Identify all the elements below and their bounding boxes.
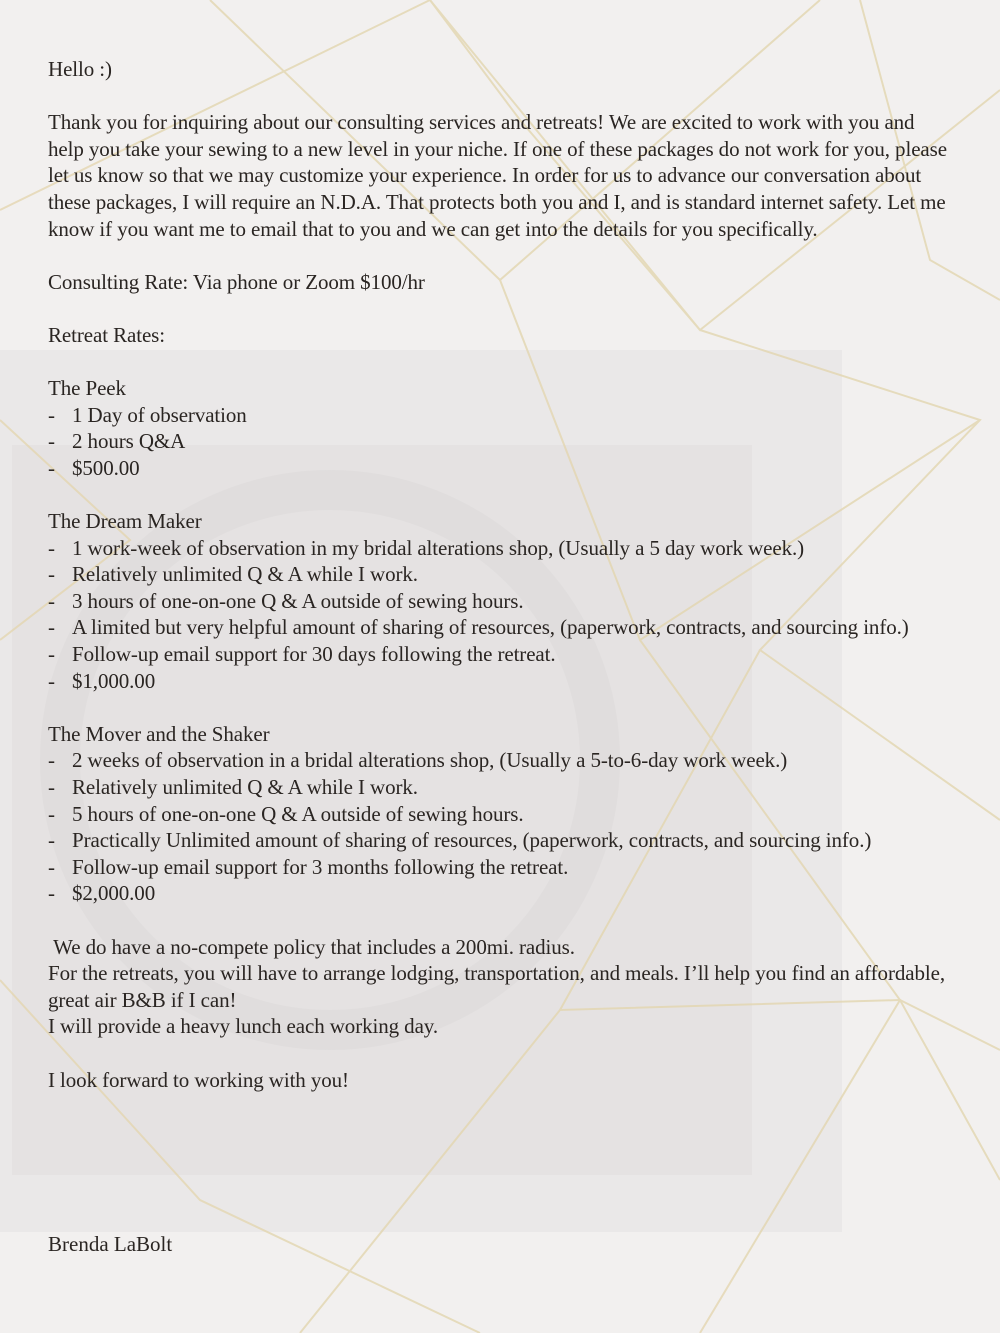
list-item (48, 801, 948, 828)
dash: - (48, 455, 55, 480)
list-item (48, 641, 948, 668)
list-item-text: 2 hours Q&A (72, 429, 186, 454)
list-item (48, 402, 948, 429)
list-item (48, 588, 948, 615)
package-title: The Peek (48, 376, 126, 401)
letter-body (48, 56, 948, 1093)
list-item (48, 854, 948, 881)
list-item (48, 561, 948, 588)
list-item-text: 5 hours of one-on-one Q & A outside of sewing hours. (72, 801, 524, 826)
consulting-rate: Consulting Rate: Via phone or Zoom $100/hr (48, 269, 425, 294)
intro-paragraph: Thank you for inquiring about our consulting services and retreats! We are excited to work with you and help you take your sewing to a new level in your niche. If one of these packages do not work for you, please let us know so that we may customize your experience. In order for us to advance our conversation about these packages, I will require an N.D.A. That protects both you and I, and is standard internet safety. Let me know if you want me to email that to you and we can get into the details for you specifically. (48, 110, 947, 241)
package-mover-shaker (48, 721, 948, 907)
list-item (48, 535, 948, 562)
dash: - (48, 775, 55, 800)
package-title: The Dream Maker (48, 509, 202, 534)
dash: - (48, 615, 55, 640)
greeting: Hello :) (48, 57, 112, 81)
list-item-text: $2,000.00 (72, 881, 156, 906)
list-item-text: $500.00 (72, 455, 140, 480)
list-item (48, 455, 948, 482)
dash: - (48, 854, 55, 879)
dash: - (48, 402, 55, 427)
package-title: The Mover and the Shaker (48, 721, 270, 746)
list-item (48, 747, 948, 774)
list-item (48, 668, 948, 695)
list-item-text: 3 hours of one-on-one Q & A outside of sewing hours. (72, 588, 524, 613)
dash: - (48, 828, 55, 853)
dash: - (48, 429, 55, 454)
package-items (48, 535, 948, 695)
list-item-text: Follow-up email support for 3 months following the retreat. (72, 854, 569, 879)
dash: - (48, 642, 55, 667)
package-items (48, 747, 948, 907)
list-item (48, 827, 948, 854)
no-compete-policy: We do have a no-compete policy that includes a 200mi. radius. (48, 934, 575, 959)
package-items (48, 402, 948, 482)
list-item-text: A limited but very helpful amount of sharing of resources, (paperwork, contracts, and sourcing info.) (72, 615, 909, 640)
list-item (48, 774, 948, 801)
dash: - (48, 535, 55, 560)
signature: Brenda LaBolt (48, 1232, 173, 1256)
list-item-text: Practically Unlimited amount of sharing of resources, (paperwork, contracts, and sourcing info.) (72, 828, 872, 853)
dash: - (48, 801, 55, 826)
dash: - (48, 588, 55, 613)
list-item-text: 2 weeks of observation in a bridal alterations shop, (Usually a 5-to-6-day work week.) (72, 748, 788, 773)
list-item (48, 880, 948, 907)
list-item-text: 1 work-week of observation in my bridal alterations shop, (Usually a 5 day work week.) (72, 535, 805, 560)
list-item (48, 614, 948, 641)
package-peek (48, 375, 948, 481)
dash: - (48, 562, 55, 587)
dash: - (48, 668, 55, 693)
dash: - (48, 748, 55, 773)
list-item (48, 428, 948, 455)
list-item-text: 1 Day of observation (72, 402, 247, 427)
lunch-note: I will provide a heavy lunch each working day. (48, 1014, 438, 1039)
closing-line: I look forward to working with you! (48, 1067, 349, 1092)
lodging-note: For the retreats, you will have to arrange lodging, transportation, and meals. I’ll help you find an affordable, great air B&B if I can! (48, 961, 945, 1012)
list-item-text: Relatively unlimited Q & A while I work. (72, 562, 418, 587)
list-item-text: Follow-up email support for 30 days following the retreat. (72, 642, 556, 667)
list-item-text: $1,000.00 (72, 668, 156, 693)
list-item-text: Relatively unlimited Q & A while I work. (72, 775, 418, 800)
package-dream-maker (48, 508, 948, 694)
retreat-rates-heading: Retreat Rates: (48, 322, 165, 347)
dash: - (48, 881, 55, 906)
